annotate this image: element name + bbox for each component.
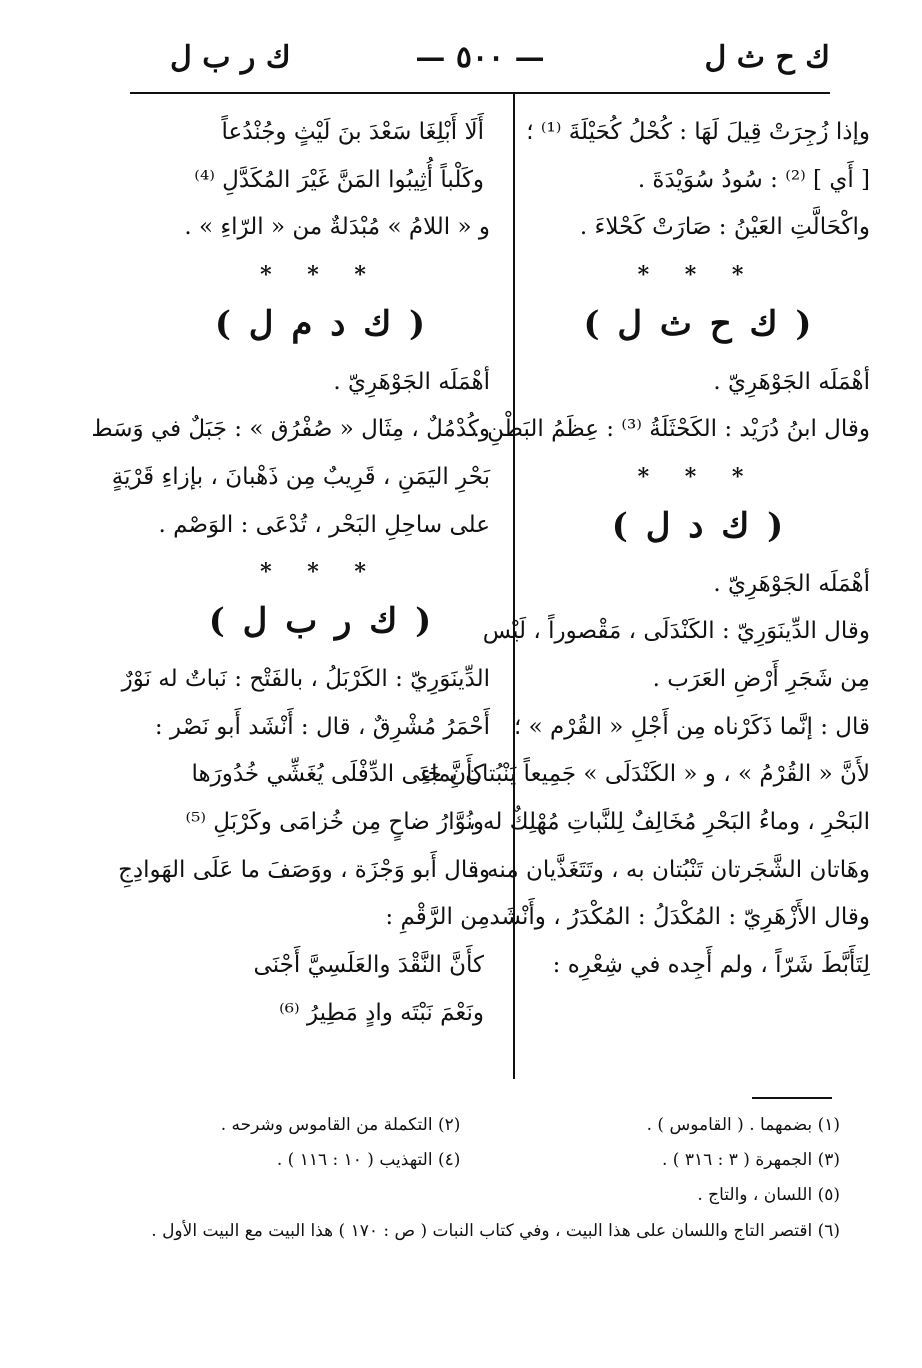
text-line: مِن شَجَرِ أَرْضِ العَرَب . (652, 666, 870, 693)
footnote-row (110, 1147, 840, 1174)
text-line: مِن الرَّقْمِ : (385, 904, 490, 931)
text-line: وقال أَبو وَجْزَة ، ووَصَفَ ما عَلَى الهَوادِجِ (118, 856, 490, 883)
footnote-6: (٦) اقتصر التاج واللسان على هذا البيت ، وفي كتاب النبات ( ص : ١٧٠ ) هذا البيت مع البيت الأول . (151, 1220, 840, 1241)
text-line: على ساحِلِ البَحْر ، تُدْعَى : الوَصْم . (158, 511, 490, 538)
verse-line: كأَنَّ النَّقْدَ والعَلَسِيَّ أَجْنَى (253, 951, 484, 978)
verse-line: كأَنَّ جَنَى الدِّفْلَى يُغَشِّي خُدُورَها (191, 761, 484, 788)
text-line: لِتَأَبَّطَ شَرّاً ، ولم أَجِده في شِعْرِه : (552, 951, 870, 978)
text-line: واكْحَالَّتِ العَيْنُ : صَارَتْ كَحْلاءَ . (579, 214, 870, 241)
section-separator: * * * (637, 261, 758, 288)
text-line: وقال الأَزْهَرِيّ : المُكْدَلُ : المُكْدَرُ ، وأَنْشَد (489, 904, 870, 931)
footnote-4: (٤) التهذيب ( ١٠ : ١١٦ ) . (276, 1150, 461, 1171)
text-line: بَحْرِ اليَمَنِ ، قَرِيبٌ مِن ذَهْبانَ ، بإزاءِ قَرْيَةٍ (111, 463, 490, 490)
text-line: أهْمَلَه الجَوْهَرِيّ . (333, 368, 490, 395)
entry-root-heading: ( ك ح ث ل ) (583, 304, 812, 345)
entry-root-heading: ( ك د ل ) (611, 506, 784, 547)
verse-line: ونَعْمَ نَبْتَه وادٍ مَطِيرُ ⁽⁶⁾ (279, 999, 484, 1026)
section-separator: * * * (260, 261, 380, 288)
text-line: البَحْرِ ، وماءُ البَحْرِ مُخَالِفٌ لِلنَّباتِ مُهْلِكٌ له ، (468, 808, 870, 835)
page-number: — ٥٠٠ — (415, 40, 545, 75)
verse-line: ونُوَّارُ ضاحٍ مِن خُزامَى وكَرْبَلِ ⁽⁵⁾ (185, 808, 484, 835)
footnote-2: (٢) التكملة من القاموس وشرحه . (220, 1115, 461, 1135)
text-line: وقال ابنُ دُرَيْد : الكَحْثَلَةُ ⁽³⁾ : عِظَمُ البَطْنِ . (472, 416, 870, 443)
text-line: [ أَي ] ⁽²⁾ : سُودُ سُوَيْدَةَ . (637, 166, 870, 193)
footnote-5: (٥) اللسان ، والتاج . (697, 1185, 840, 1206)
verse-line: وكَلْباً أُثِيبُوا المَنَّ غَيْرَ المُكَدَّلِ ⁽⁴⁾ (194, 166, 484, 193)
text-line: وكُدْمُلٌ ، مِثَال « صُفْرُق » : جَبَلٌ في وَسَط (91, 416, 490, 443)
text-line: وإذا زُجِرَتْ قِيلَ لَهَا : كُحْلُ كُحَيْلَةَ ⁽¹⁾ ؛ (526, 119, 870, 145)
header-rule (130, 92, 830, 94)
section-separator: * * * (260, 559, 380, 586)
left-column (91, 115, 490, 1043)
header-root-right: ك ح ث ل (704, 40, 830, 75)
footnote-3: (٣) الجمهرة ( ٣ : ٣١٦ ) . (661, 1150, 840, 1171)
footnote-row (110, 1112, 840, 1139)
text-line: وقال الدِّينَوَرِيّ : الكَنْدَلَى ، مَقْصوراً ، لَيْس (482, 618, 870, 645)
footnotes (110, 1112, 840, 1253)
verse-line: أَلَا أَبْلِغَا سَعْدَ بنَ لَيْثٍ وجُنْدُعاً (221, 119, 484, 145)
text-line: لأَنَّ « القُرْمُ » ، و « الكَنْدَلَى » جَمِيعاً يَنْبُتان بِماءِ (420, 761, 870, 788)
text-line: و « اللامُ » مُبْدَلةٌ من « الرّاءِ » . (184, 214, 490, 241)
page-header (130, 40, 830, 85)
entry-root-heading: ( ك د م ل ) (214, 304, 426, 345)
text-line: وهَاتان الشَّجَرتان تَنْبُتان به ، وتَتَغَذَّيان منه . (472, 856, 870, 883)
section-separator: * * * (637, 463, 758, 490)
text-line: أهْمَلَه الجَوْهَرِيّ . (713, 570, 870, 597)
text-line: قال : إنَّما ذَكَرْناه مِن أَجْلِ « القُرْم » ؛ (514, 713, 870, 740)
header-root-left: ك ر ب ل (170, 40, 291, 75)
text-line: أَحْمَرُ مُشْرِقٌ ، قال : أَنْشَد أَبو نَصْر : (154, 713, 490, 740)
text-line: الدِّينَوَرِيّ : الكَرْبَلُ ، بالفَتْح : نَباتٌ له نَوْرٌ (121, 666, 490, 693)
footnote-rule (752, 1097, 832, 1099)
footnote-1: (١) بضمهما . ( القاموس ) . (646, 1115, 840, 1135)
entry-root-heading: ( ك ر ب ل ) (208, 601, 432, 642)
text-line: أهْمَلَه الجَوْهَرِيّ . (713, 368, 870, 395)
